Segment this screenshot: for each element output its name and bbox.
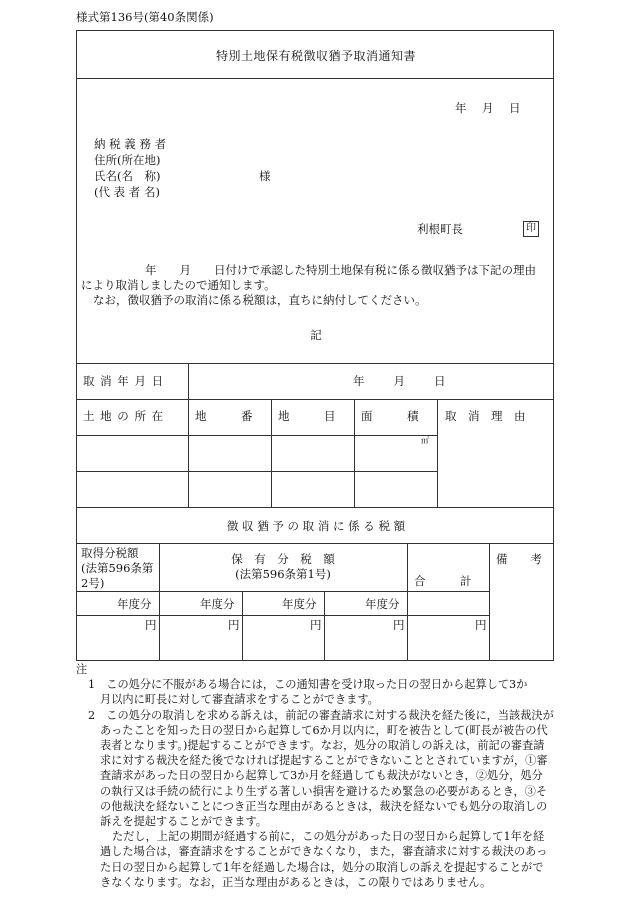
body-line-3: なお，徴収猶予の取消に係る税額は，直ちに納付してください。	[93, 293, 427, 307]
address-label: 住所(所在地)	[94, 153, 161, 167]
acquisition-tax-label: 取得分税額	[81, 546, 139, 560]
sqm-unit: ㎡	[421, 436, 429, 445]
note-1: 1 この処分に不服がある場合には，この通知書を受け取った日の翌日から起算して3か	[88, 678, 528, 692]
land-location-label: 土 地 の 所 在	[83, 409, 165, 423]
name-label: 氏名(名 称)	[94, 169, 161, 183]
yen-unit: 円	[228, 618, 240, 632]
issue-date: 年 月 日	[455, 101, 523, 115]
yen-unit: 円	[393, 618, 405, 632]
lot-number-label: 地 番	[195, 409, 253, 423]
document-title: 特別土地保有税徴収猶予取消通知書	[215, 49, 416, 63]
yen-unit: 円	[145, 618, 157, 632]
tax-section-title: 徴 収 猶 予 の 取 消 に 係 る 税 額	[226, 519, 406, 533]
notice-form: 特別土地保有税徴収猶予取消通知書 年 月 日 納 税 義 務 者 住所(所在地) 氏名(名 称) 様 (代 表 者 名) 利根町長 印 年 月 日付けで承認した特別土地保有税に係る徴収猶予は下記の理由 により取消しましたので通知します。 なお，徴収猶予の取消に係る税額は，直ちに納付してください。 記 取 消 年 月 日 年 月 日 土 地 の 所 在 地 番 地 目 面 積 取 消 理 由 ㎡ 徴 収 猶 予 の 取 消 に 係 る 税 額 取得分税額 (法第596条第 2号) 保 有 分 税 額 (法第596条第1号) 合 計 備 考 年度分 年度分 年度分 年度分 円 円 円 円 円	[76, 30, 554, 661]
cancel-reason-label: 取 消 理 由	[445, 409, 526, 423]
body-line-2: により取消しましたので通知します。	[81, 278, 276, 292]
body-line-1: 年 月 日付けで承認した特別土地保有税に係る徴収猶予は下記の理由	[145, 263, 536, 277]
fiscal-year-label: 年度分	[200, 597, 235, 611]
divider	[77, 78, 553, 79]
notes-section: 注 1 この処分に不服がある場合には，この通知書を受け取った日の翌日から起算して3か 月以内に町長に対して審査請求をすることができます。 2 この処分の取消しを求める訴えは，前記の審査請求に対する裁決を経た後に，当該裁決があったことを知った日の翌日から起算して6か月以内に，町を被告として(町長が被告の代表者となります。)提起することができます。なお，処分の取消しの訴えは，前記の審査請求に対する裁決を経た後でなければ提起することができないこととされていますが，①審査請求があった日の翌日から起算して3か月を経過しても裁決がないとき，②処分，処分の執行又は手続の続行により生ずる著しい損害を避けるため緊急の必要があるとき，③その他裁決を経ないことにつき正当な理由があるときは，裁決を経ないでも処分の取消しの訴えを提起することができます。 ただし，上記の期間が経過する前に，この処分があった日の翌日から起算して1年を経過した場合は，審査請求をすることができなくなり，また，審査請求に対する裁決のあった日の翌日から起算して1年を経過した場合は，処分の取消しの訴えを提起することができなくなります。なお，正当な理由があるときは，この限りではありません。	[76, 663, 554, 889]
land-category-label: 地 目	[278, 409, 336, 423]
notes-heading: 注	[76, 663, 88, 676]
note-2: 2 この処分の取消しを求める訴えは，前記の審査請求に対する裁決を経た後に，当該裁決があったことを知った日の翌日から起算して6か月以内に，町を被告として(町長が被告の代表者となります。)提起することができます。なお，処分の取消しの訴えは，前記の審査請求に対する裁決を経た後でなければ提起することができないこととされていますが，①審査請求があった日の翌日から起算して3か月を経過しても裁決がないとき，②処分，処分の執行又は手続の続行により生ずる著しい損害を避けるため緊急の必要があるとき，③その他裁決を経ないことにつき正当な理由があるときは，裁決を経ないでも処分の取消しの訴えを提起することができます。	[88, 708, 554, 829]
seal-mark: 印	[523, 221, 539, 237]
note-3: ただし，上記の期間が経過する前に，この処分があった日の翌日から起算して1年を経過した場合は，審査請求をすることができなくなり，また，審査請求に対する裁決のあった日の翌日から起算して1年を経過した場合は，処分の取消しの訴えを提起することができなくなります。なお，正当な理由があるときは，この限りではありません。	[100, 830, 548, 889]
honorific: 様	[259, 169, 271, 183]
taxpayer-label: 納 税 義 務 者	[94, 137, 167, 151]
cancel-date-label: 取 消 年 月 日	[83, 374, 165, 388]
ki-mark: 記	[310, 328, 322, 342]
fiscal-year-label: 年度分	[282, 597, 317, 611]
fiscal-year-label: 年度分	[365, 597, 400, 611]
fiscal-year-label: 年度分	[117, 597, 152, 611]
area-label: 面 積	[361, 409, 419, 423]
remarks-label: 備 考	[496, 552, 542, 566]
representative-label: (代 表 者 名)	[94, 185, 160, 199]
yen-unit: 円	[310, 618, 322, 632]
yen-unit: 円	[475, 618, 487, 632]
issuer-name: 利根町長	[417, 222, 463, 236]
total-label: 合 計	[414, 574, 472, 588]
cancel-date-value: 年 月 日	[353, 374, 448, 388]
form-number: 様式第136号(第40条関係)	[76, 10, 214, 24]
holding-tax-label: 保 有 分 税 額	[231, 552, 335, 566]
